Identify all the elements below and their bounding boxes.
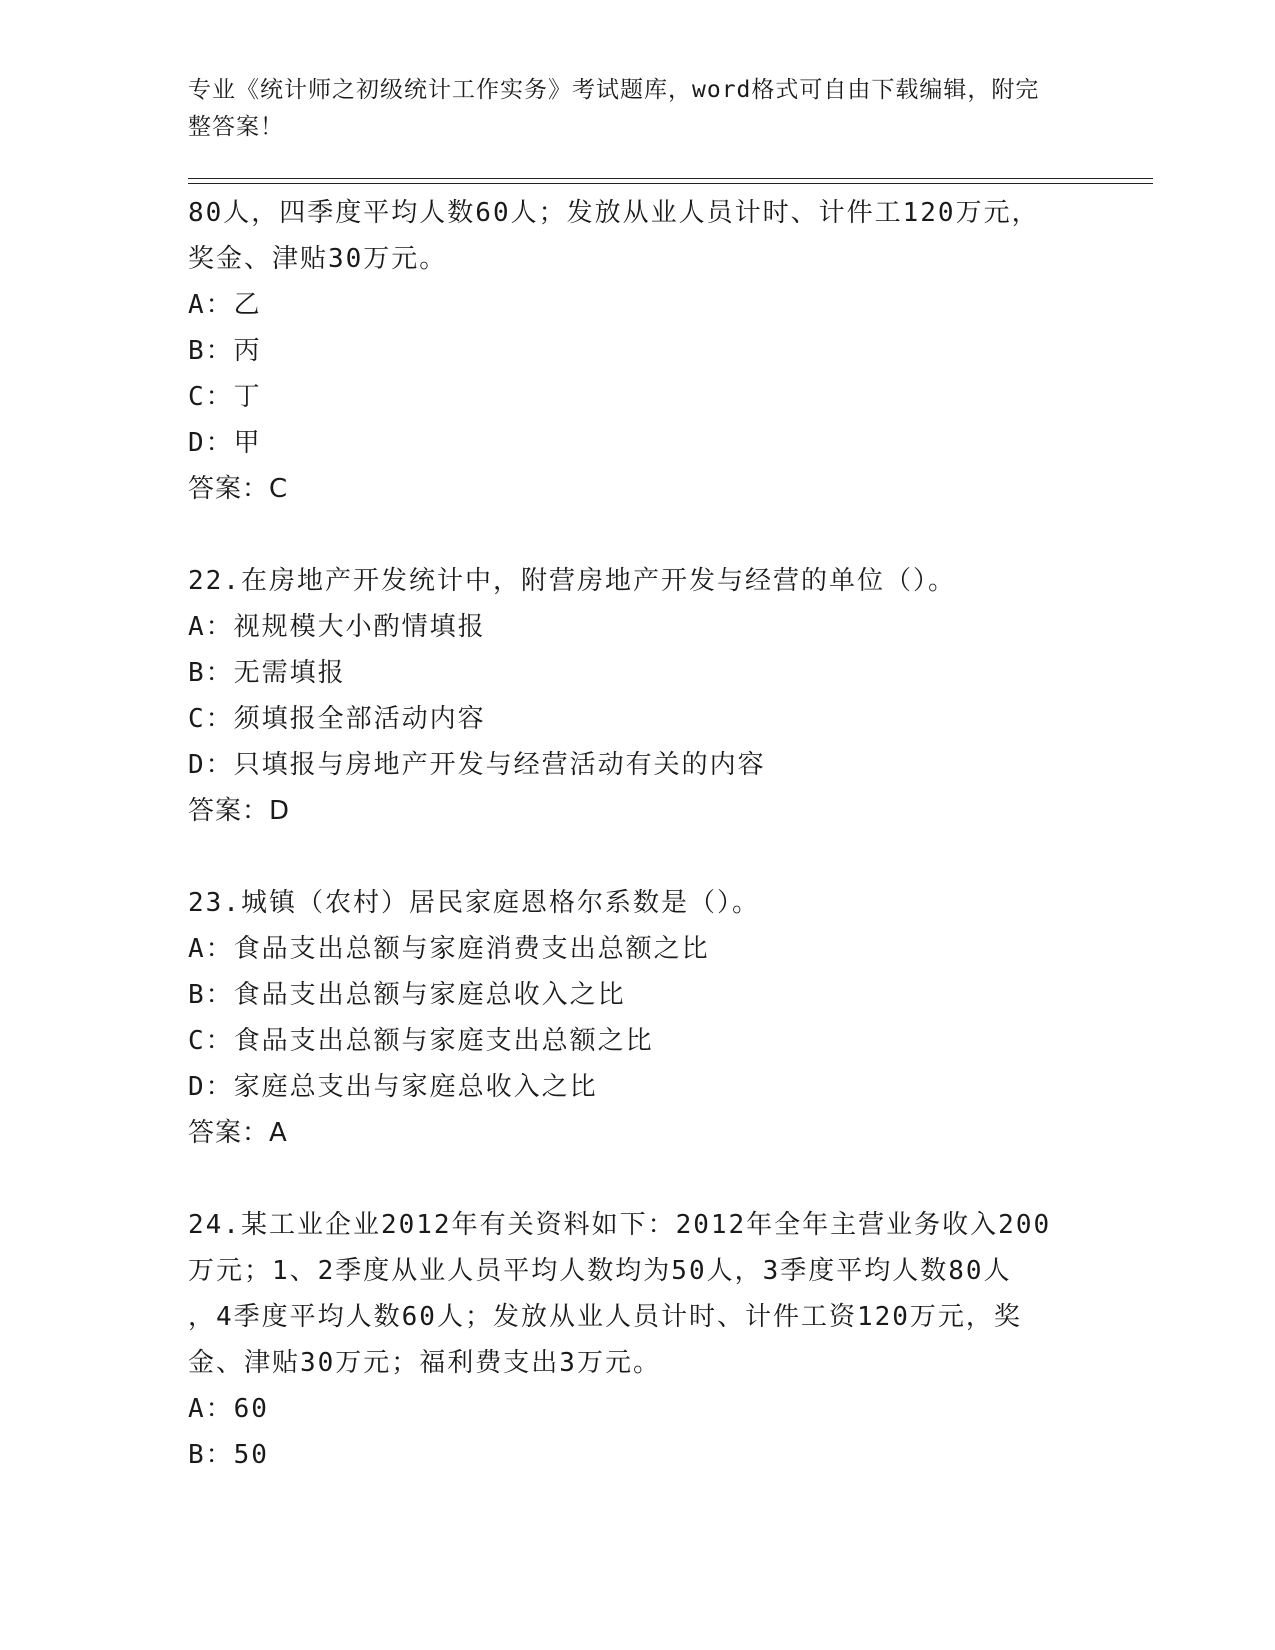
option-d: D：甲	[188, 428, 262, 458]
header-rule-top	[188, 178, 1153, 179]
header-line-2: 整答案！	[188, 114, 284, 140]
question-text-line: 22.在房地产开发统计中，附营房地产开发与经营的单位（）。	[188, 566, 956, 596]
option-a: A：60	[188, 1394, 269, 1424]
spacer	[188, 512, 1088, 558]
answer-line: 答案：D	[188, 796, 291, 826]
page-header	[188, 72, 1068, 146]
option-d: D：只填报与房地产开发与经营活动有关的内容	[188, 750, 766, 780]
question-text-line: 万元；1、2季度从业人员平均人数均为50人，3季度平均人数80人	[188, 1256, 1012, 1286]
question-21-continuation	[188, 190, 1088, 512]
option-b: B：食品支出总额与家庭总收入之比	[188, 980, 626, 1010]
question-22	[188, 558, 1088, 834]
spacer	[188, 834, 1088, 880]
option-a: A：视规模大小酌情填报	[188, 612, 486, 642]
option-c: C：须填报全部活动内容	[188, 704, 486, 734]
answer-line: 答案：C	[188, 474, 289, 504]
question-text-line: ，4季度平均人数60人；发放从业人员计时、计件工资120万元，奖	[188, 1302, 1022, 1332]
answer-line: 答案：A	[188, 1118, 288, 1148]
option-c: C：食品支出总额与家庭支出总额之比	[188, 1026, 654, 1056]
question-text-line: 24.某工业企业2012年有关资料如下：2012年全年主营业务收入200	[188, 1210, 1052, 1240]
header-line-1: 专业《统计师之初级统计工作实务》考试题库，word格式可自由下载编辑，附完	[188, 77, 1040, 103]
option-b: B：无需填报	[188, 658, 346, 688]
question-24	[188, 1202, 1088, 1478]
header-rule-bottom	[188, 183, 1153, 184]
option-a: A：乙	[188, 290, 262, 320]
question-text-line: 奖金、津贴30万元。	[188, 244, 448, 274]
question-23	[188, 880, 1088, 1156]
option-a: A：食品支出总额与家庭消费支出总额之比	[188, 934, 710, 964]
question-text-line: 80人，四季度平均人数60人；发放从业人员计时、计件工120万元，	[188, 198, 1040, 228]
question-content	[188, 190, 1088, 1478]
question-text-line: 23.城镇（农村）居民家庭恩格尔系数是（）。	[188, 888, 760, 918]
option-d: D：家庭总支出与家庭总收入之比	[188, 1072, 598, 1102]
spacer	[188, 1156, 1088, 1202]
option-b: B：50	[188, 1440, 269, 1470]
option-c: C：丁	[188, 382, 262, 412]
option-b: B：丙	[188, 336, 262, 366]
question-text-line: 金、津贴30万元；福利费支出3万元。	[188, 1348, 661, 1378]
